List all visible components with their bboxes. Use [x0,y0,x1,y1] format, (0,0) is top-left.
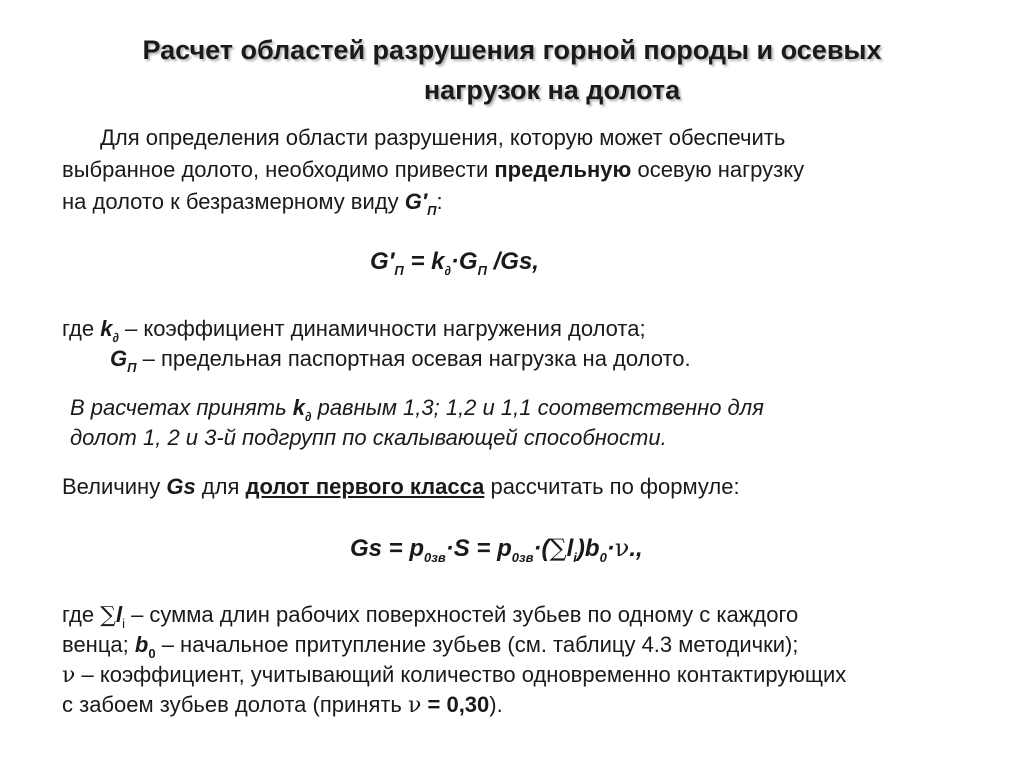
formula2-sub1: 0зв [424,550,446,565]
where2-text-2a: венца; [62,632,135,657]
where2-l-sub: i [122,616,125,631]
formula1-lhs: G′ [370,248,395,275]
intro-text-2a: выбранное долото, необходимо привести [62,157,495,182]
formula2-sum-sign: ∑ [549,534,567,562]
where2-line-3 [62,658,846,692]
intro-symbol: G′ [404,189,428,214]
formula1-eq: = k [403,248,445,275]
intro-line-3 [62,185,443,227]
where2-text-1: – сумма длин рабочих поверхностей зубьев по одному с каждого [124,602,799,627]
note-text-2: долот 1, 2 и 3-й подгрупп по скалывающей способности. [70,425,667,450]
note-k-sub: ∂ [305,409,312,424]
intro-bold-word: предельную [494,157,632,182]
formula2-part1: Gs = p [350,535,425,562]
where2-sum-sign: ∑ [100,603,116,628]
formula2-nu: ν [614,534,630,562]
where2-text-2b: – начальное притупление зубьев (см. таблицу 4.3 методички); [155,632,799,657]
where1-k: k [100,316,113,341]
intro-text-2b: осевую нагрузку [631,157,805,182]
intro-symbol-sub: П [427,203,437,218]
note-text-1b: равным 1,3; 1,2 и 1,1 соответственно для [311,395,764,420]
where2-text-4b: ). [489,692,503,717]
formula1-k-sub: ∂ [444,263,451,278]
formula1-mid: ·G [450,248,478,275]
where1-k-desc: – коэффициент динамичности нагружения долота; [118,316,646,341]
gs-underlined: долот первого класса [245,474,485,499]
gs-symbol: Gs [166,474,196,499]
formula1-g-sub: П [477,263,487,278]
where2-line-4 [62,688,503,722]
formula2-l: l [566,535,574,562]
where1-line-2 [110,342,691,384]
intro-text-3: на долото к безразмерному виду [62,189,405,214]
formula2-b-sub: 0 [599,550,607,565]
where2-l: l [115,602,123,627]
where2-value: = 0,30 [421,692,490,717]
gs-mid: для [195,474,246,499]
where1-g-desc: – предельная паспортная осевая нагрузка на долото. [136,346,691,371]
where2-b: b [134,632,149,657]
title-line-1: Расчет областей разрушения горной породы и осевых [142,35,882,65]
formula2-part3: ·( [533,535,550,562]
where2-text-3: – коэффициент, учитывающий количество одновременно контактирующих [75,662,847,687]
slide-title [40,30,984,110]
intro-colon: : [436,189,443,214]
intro-line-1 [100,121,785,154]
intro-text-1: Для определения области разрушения, которую может обеспечить [100,125,786,150]
formula2-sub2: 0зв [511,550,534,565]
title-line-2: нагрузок на долота [423,75,681,105]
formula-1 [370,248,539,278]
note-text-1a: В расчетах принять [70,395,293,420]
where2-lead: где [62,602,101,627]
formula2-part5: · [606,535,615,562]
formula2-part6: ., [629,535,643,562]
where1-g: G [110,346,128,371]
where2-nu-2: ν [408,693,422,718]
gs-line [62,470,740,503]
gs-pre: Величину [62,474,167,499]
where2-b-sub: 0 [148,646,156,661]
where1-k-sub: ∂ [112,330,119,345]
formula-2 [350,534,643,565]
note-k: k [292,395,306,420]
formula1-lhs-sub: П [394,263,404,278]
where1-lead: где [62,316,101,341]
where2-nu: ν [62,663,76,688]
formula1-rhs: /Gs, [486,248,539,275]
where1-g-sub: П [127,360,137,375]
formula2-part2: ·S = p [445,535,512,562]
intro-line-2 [62,153,804,186]
formula2-l-sub: i [573,550,577,565]
where2-text-4a: с забоем зубьев долота (принять [62,692,409,717]
gs-post: рассчитать по формуле: [484,474,740,499]
formula2-part4: )b [576,535,600,562]
note-line-2 [70,421,667,454]
